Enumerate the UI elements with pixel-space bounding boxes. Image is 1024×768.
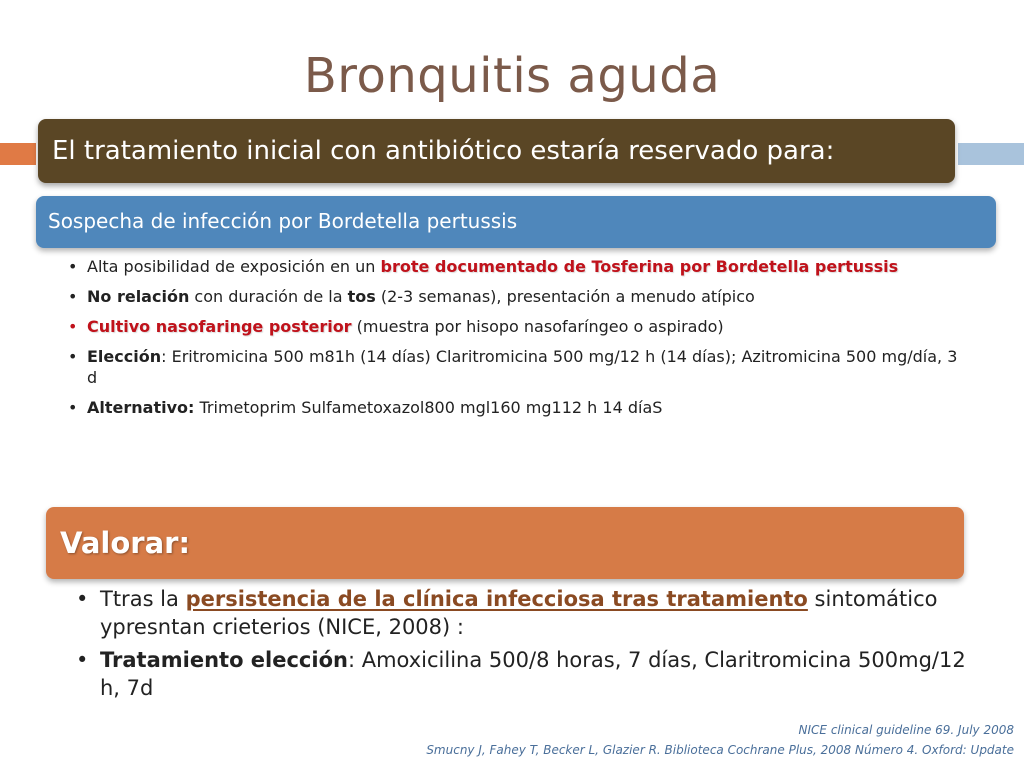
bold-text: Elección <box>87 347 162 366</box>
bullet-icon: • <box>68 398 78 417</box>
list-item <box>64 256 964 277</box>
highlight-text: brote documentado de Tosferina por Bordetella pertussis <box>380 257 899 276</box>
main-treatment-banner: El tratamiento inicial con antibiótico estaría reservado para: <box>38 119 955 183</box>
bullet-icon: • <box>68 287 78 306</box>
bullet-icon: • <box>68 257 78 276</box>
left-accent-bar <box>0 143 36 165</box>
list-item <box>64 316 964 337</box>
bullet-icon: • <box>76 587 89 611</box>
right-accent-bar <box>958 143 1024 165</box>
list-item <box>64 286 964 307</box>
persistence-link[interactable]: persistencia de la clínica infecciosa tras tratamiento <box>185 587 808 611</box>
list-item <box>72 585 972 641</box>
list-item-text: Alta posibilidad de exposición en un <box>87 257 381 276</box>
bold-text: tos <box>347 287 376 306</box>
reference-cochrane: Smucny J, Fahey T, Becker L, Glazier R. Biblioteca Cochrane Plus, 2008 Número 4. Oxford: Update <box>426 743 1014 757</box>
highlight-text: Cultivo nasofaringe posterior <box>87 317 352 336</box>
list-item <box>64 397 964 418</box>
list-item-text: sintomático ypresntan crieterios (NICE, 2008) : <box>100 587 938 639</box>
valorar-banner: Valorar: <box>46 507 964 579</box>
list-item-text: : Eritromicina 500 m81h (14 días) Claritromicina 500 mg/12 h (14 días); Azitromicina 500 mg/día, 3 d <box>87 347 958 387</box>
list-item-text: : Amoxicilina 500/8 horas, 7 días, Claritromicina 500mg/12 h, 7d <box>100 648 966 700</box>
bold-text: No relación <box>87 287 190 306</box>
bullet-icon: • <box>68 317 78 336</box>
list-item <box>64 346 964 388</box>
list-item-text: con duración de la <box>189 287 348 306</box>
bullet-icon: • <box>76 648 89 672</box>
list-item-text: Ttras la <box>100 587 186 611</box>
bullet-icon: • <box>68 347 78 366</box>
list-item-text: (muestra por hisopo nasofaríngeo o aspirado) <box>351 317 724 336</box>
pertussis-banner: Sospecha de infección por Bordetella pertussis <box>36 196 996 248</box>
slide-title: Bronquitis aguda <box>303 48 721 104</box>
pertussis-criteria-list <box>64 256 964 427</box>
list-item <box>72 646 972 702</box>
bold-text: Tratamiento elección <box>100 648 348 672</box>
valorar-list <box>72 585 972 707</box>
list-item-text: Trimetoprim Sulfametoxazol800 mgl160 mg112 h 14 díaS <box>194 398 663 417</box>
list-item-text: (2-3 semanas), presentación a menudo atípico <box>375 287 755 306</box>
reference-nice: NICE clinical guideline 69. July 2008 <box>798 723 1014 737</box>
bold-text: Alternativo: <box>87 398 195 417</box>
